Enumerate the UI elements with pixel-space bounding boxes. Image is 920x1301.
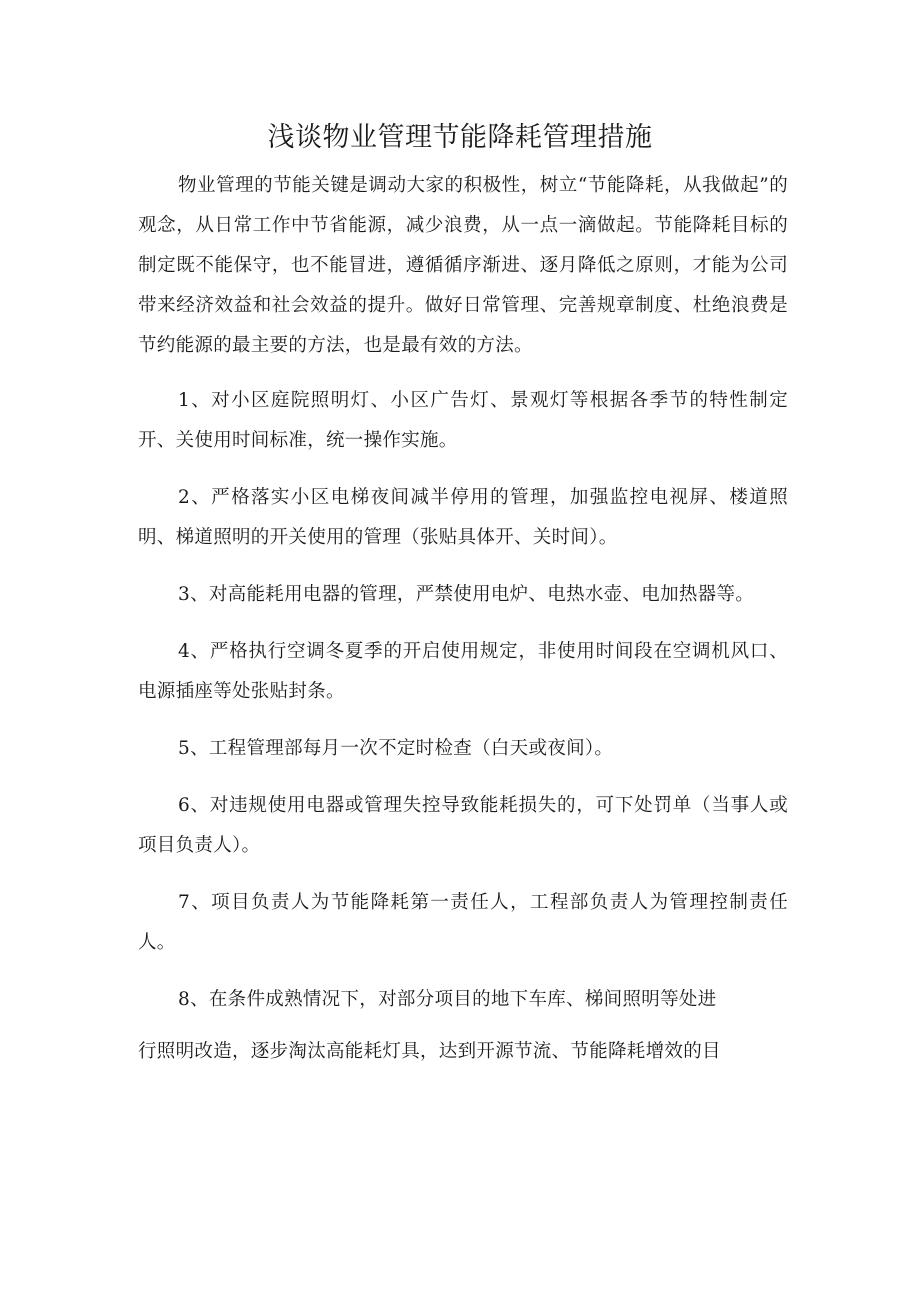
measure-paragraph-8-continued: 行照明改造，逐步淘汰高能耗灯具，达到开源节流、节能降耗增效的目 — [138, 1041, 721, 1062]
document-title: 浅谈物业管理节能降耗管理措施 — [267, 122, 653, 153]
measure-paragraph-6: 6、对违规使用电器或管理失控导致能耗损失的，可下处罚单（当事人或项目负责人）。 — [138, 795, 788, 856]
measure-paragraph-3: 3、对高能耗用电器的管理，严禁使用电炉、电热水壶、电加热器等。 — [178, 584, 755, 605]
measure-paragraph-1: 1、对小区庭院照明灯、小区广告灯、景观灯等根据各季节的特性制定开、关使用时间标准，统一操作实施。 — [138, 390, 788, 451]
measure-paragraph-4: 4、严格执行空调冬夏季的开启使用规定，非使用时间段在空调机风口、电源插座等处张贴封条。 — [138, 641, 788, 702]
measure-paragraph-5: 5、工程管理部每月一次不定时检查（白天或夜间）。 — [178, 738, 614, 759]
document-body — [138, 166, 788, 1089]
measure-paragraph-8: 8、在条件成熟情况下，对部分项目的地下车库、梯间照明等处进 — [178, 989, 717, 1010]
measure-paragraph-7: 7、项目负责人为节能降耗第一责任人，工程部负责人为管理控制责任人。 — [138, 892, 788, 953]
intro-paragraph: 物业管理的节能关键是调动大家的积极性，树立“节能降耗，从我做起”的观念，从日常工作中节省能源，减少浪费，从一点一滴做起。节能降耗目标的制定既不能保守，也不能冒进，遵循循序渐进、逐月降低之原则，才能为公司带来经济效益和社会效益的提升。做好日常管理、完善规章制度、杜绝浪费是节约能源的最主要的方法，也是最有效的方法。 — [138, 175, 788, 356]
measure-paragraph-2: 2、严格落实小区电梯夜间减半停用的管理，加强监控电视屏、楼道照明、梯道照明的开关使用的管理（张贴具体开、关时间）。 — [138, 487, 788, 548]
